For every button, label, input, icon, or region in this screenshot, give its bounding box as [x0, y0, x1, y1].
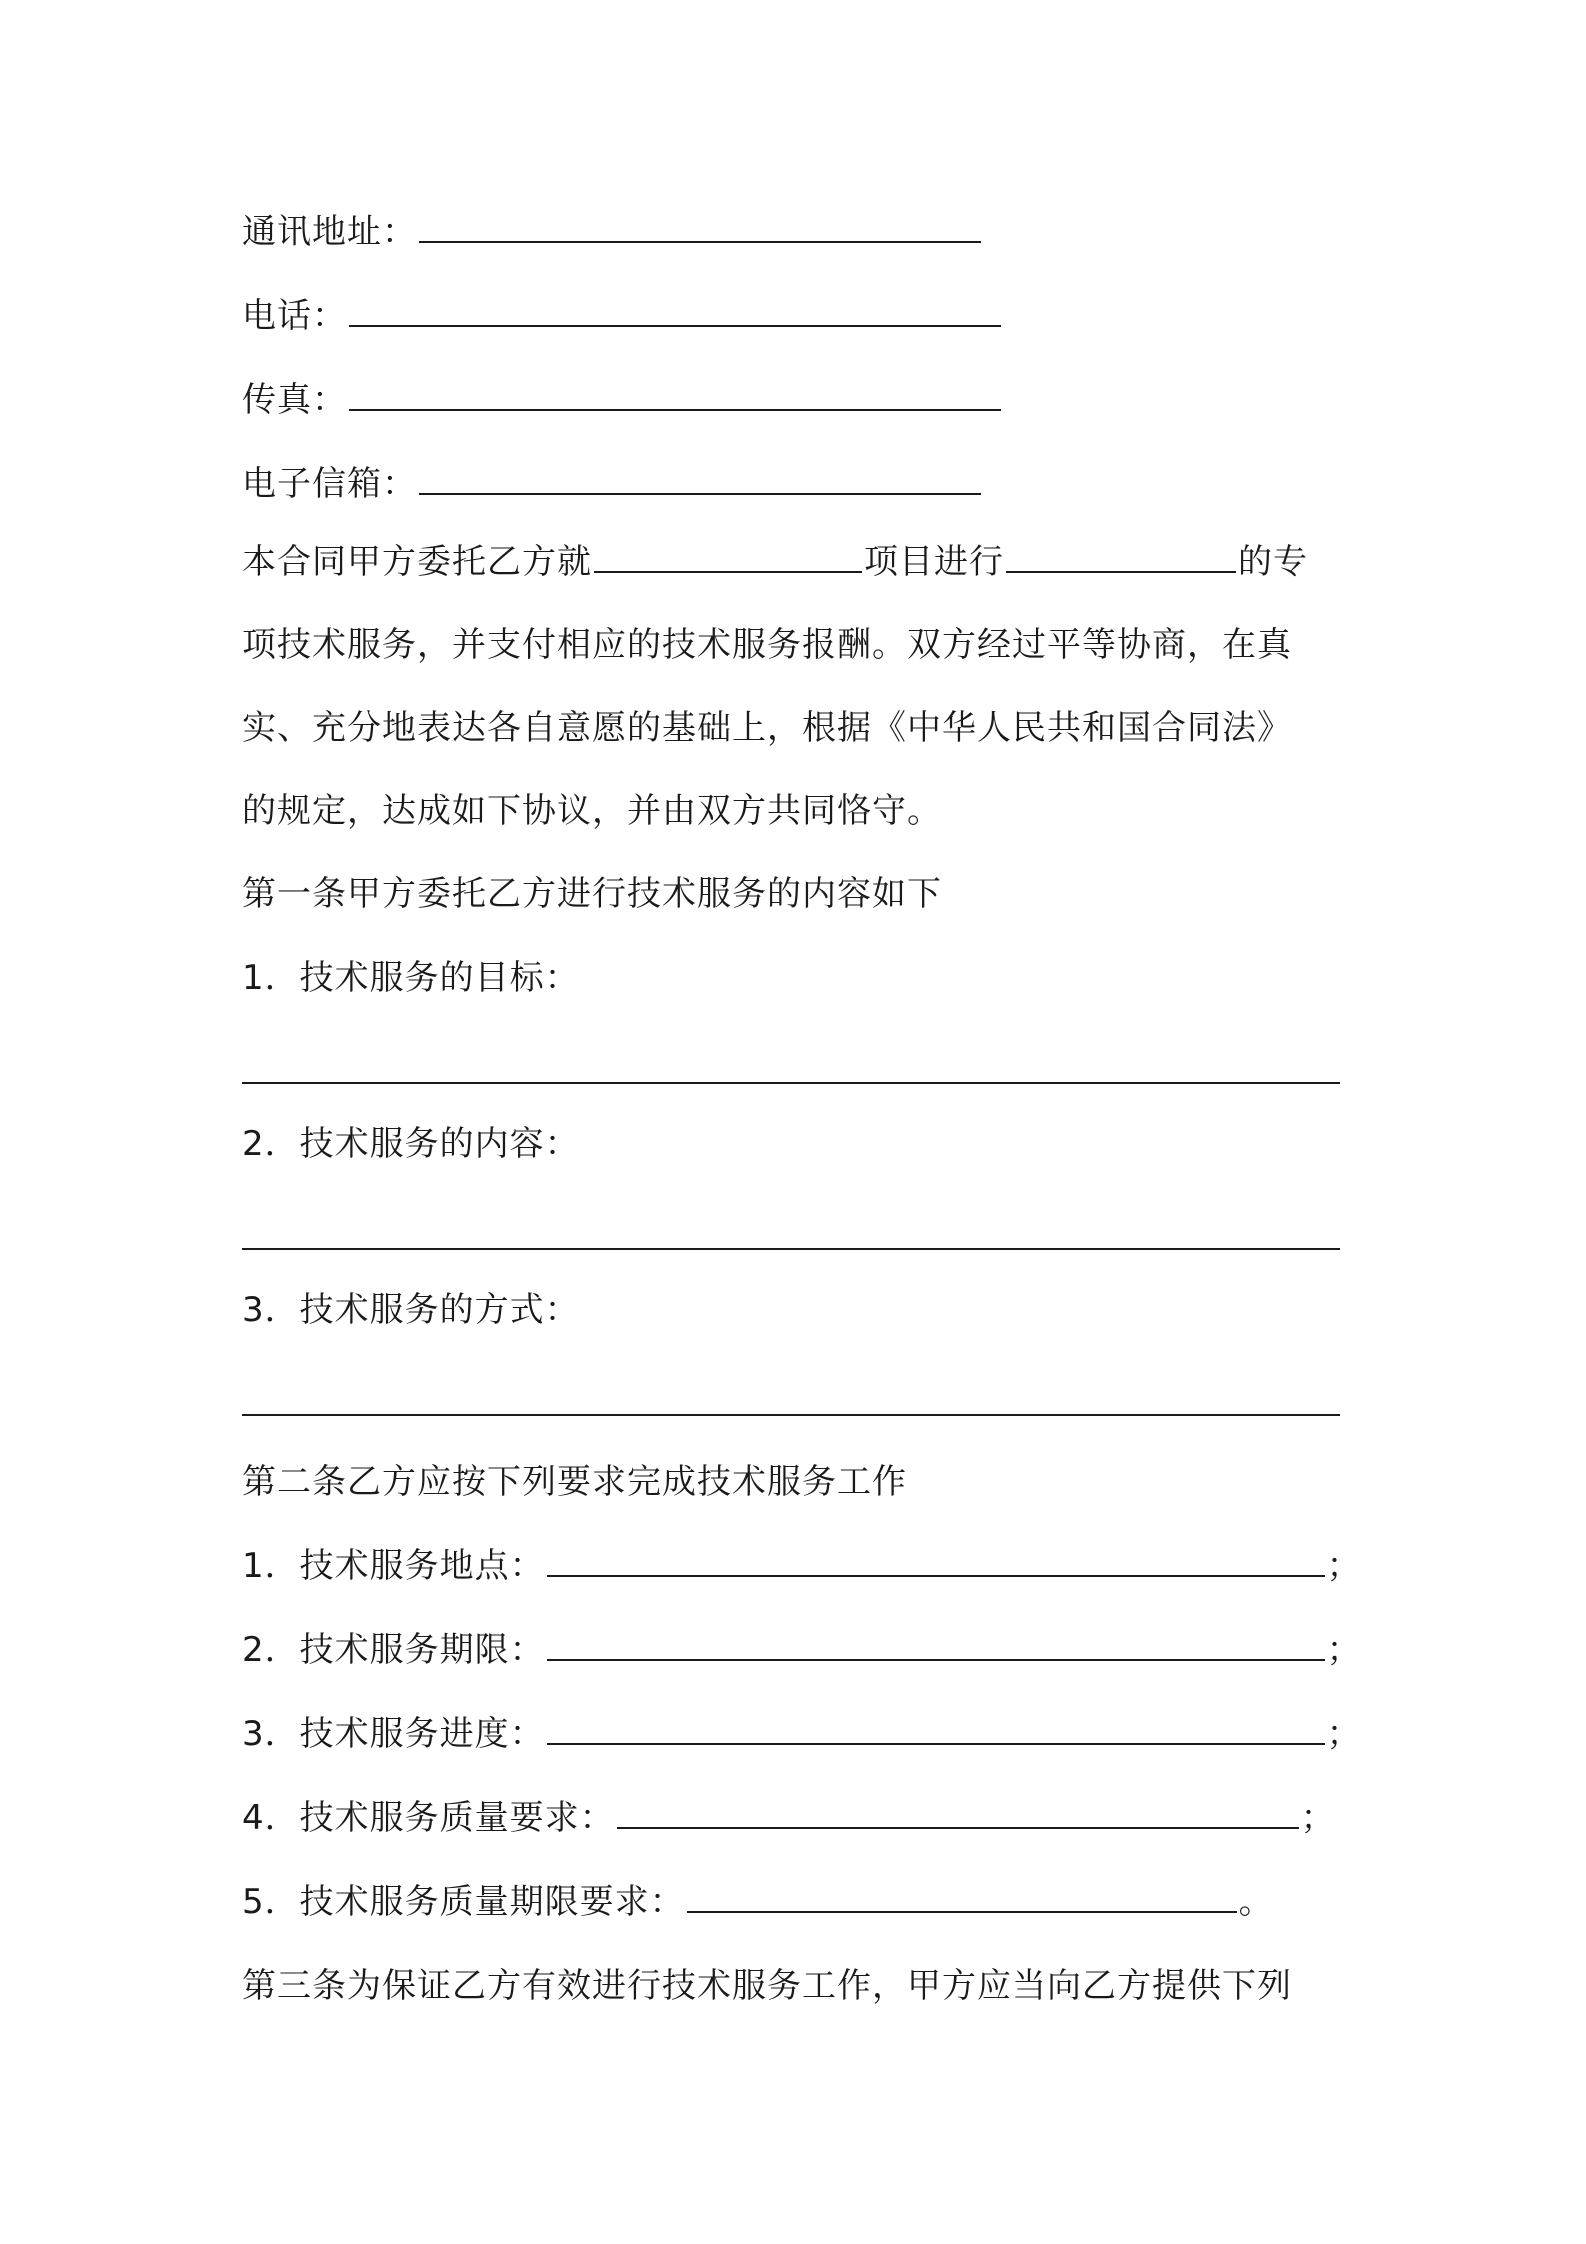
content-blank[interactable] [242, 1248, 1340, 1250]
address-label: 通讯地址： [242, 212, 417, 252]
fax-label: 传真： [242, 380, 347, 420]
phone-row [242, 294, 1003, 338]
period-blank[interactable] [547, 1629, 1325, 1661]
address-row [242, 210, 983, 254]
fax-blank[interactable] [349, 379, 1001, 411]
progress-blank[interactable] [547, 1713, 1325, 1745]
email-row [242, 462, 983, 506]
target-blank[interactable] [242, 1082, 1340, 1084]
location-blank[interactable] [547, 1545, 1325, 1577]
article-2-title: 第二条乙方应按下列要求完成技术服务工作 [242, 1462, 907, 1502]
article-3-title: 第三条为保证乙方有效进行技术服务工作，甲方应当向乙方提供下列 [242, 1966, 1292, 2006]
service-blank[interactable] [1006, 541, 1236, 573]
semicolon: ； [1300, 1798, 1336, 1838]
intro-text-a: 本合同甲方委托乙方就 [242, 542, 592, 582]
location-label: 1．技术服务地点： [242, 1546, 545, 1586]
semicolon: ； [1326, 1546, 1362, 1586]
email-blank[interactable] [419, 463, 981, 495]
fax-row [242, 378, 1003, 422]
address-blank[interactable] [419, 211, 981, 243]
article-2-item-2 [242, 1628, 1362, 1672]
intro-line-1 [242, 540, 1308, 584]
article-2-item-5 [242, 1880, 1274, 1924]
intro-line-3: 实、充分地表达各自意愿的基础上，根据《中华人民共和国合同法》 [242, 708, 1292, 748]
quality-label: 4．技术服务质量要求： [242, 1798, 615, 1838]
quality-blank[interactable] [617, 1797, 1299, 1829]
intro-text-b: 项目进行 [864, 542, 1004, 582]
email-label: 电子信箱： [242, 464, 417, 504]
quality-period-blank[interactable] [687, 1881, 1237, 1913]
period-label: 2．技术服务期限： [242, 1630, 545, 1670]
semicolon: ； [1326, 1714, 1362, 1754]
period-mark: 。 [1238, 1882, 1274, 1922]
phone-blank[interactable] [349, 295, 1001, 327]
article-1-item-3: 3．技术服务的方式： [242, 1290, 580, 1330]
quality-period-label: 5．技术服务质量期限要求： [242, 1882, 685, 1922]
article-1-item-1: 1．技术服务的目标： [242, 958, 580, 998]
article-2-item-4 [242, 1796, 1336, 1840]
phone-label: 电话： [242, 296, 347, 336]
article-2-item-1 [242, 1544, 1362, 1588]
project-blank[interactable] [594, 541, 862, 573]
intro-text-c: 的专 [1238, 542, 1308, 582]
article-1-item-2: 2．技术服务的内容： [242, 1124, 580, 1164]
article-1-title: 第一条甲方委托乙方进行技术服务的内容如下 [242, 874, 942, 914]
semicolon: ； [1326, 1630, 1362, 1670]
intro-line-2: 项技术服务，并支付相应的技术服务报酬。双方经过平等协商，在真 [242, 625, 1292, 665]
article-2-item-3 [242, 1712, 1362, 1756]
intro-line-4: 的规定，达成如下协议，并由双方共同恪守。 [242, 791, 942, 831]
method-blank[interactable] [242, 1414, 1340, 1416]
progress-label: 3．技术服务进度： [242, 1714, 545, 1754]
